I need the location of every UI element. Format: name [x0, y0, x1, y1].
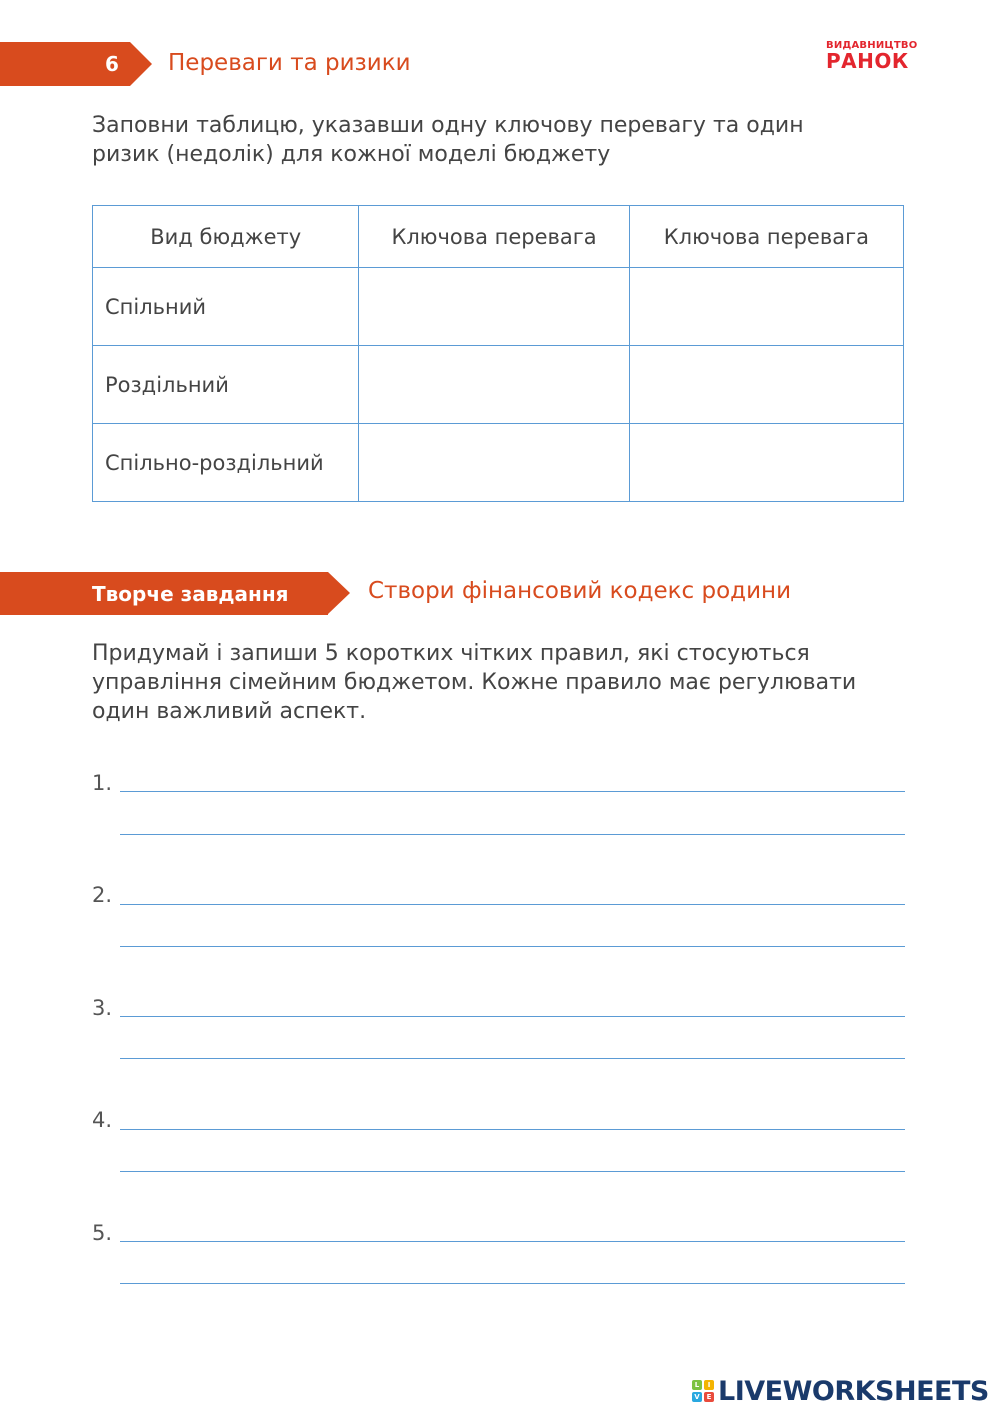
liveworksheets-brand[interactable] [692, 1374, 989, 1408]
answer-line[interactable] [120, 834, 905, 835]
section-banner [0, 42, 130, 86]
liveworksheets-logo-icon [692, 1380, 714, 1402]
creative-task-banner [0, 572, 328, 615]
publisher-logo [826, 40, 918, 73]
risk-answer-cell[interactable] [629, 346, 903, 424]
answer-line[interactable] [120, 1058, 905, 1059]
budget-type-cell: Спільно-роздільний [93, 424, 359, 502]
creative-instruction [92, 639, 912, 726]
header-budget-type: Вид бюджету [93, 206, 359, 268]
logo-letter: E [704, 1392, 714, 1402]
header-risk: Ключова перевага [629, 206, 903, 268]
advantage-answer-cell[interactable] [359, 268, 629, 346]
instruction-line: ризик (недолік) для кожної моделі бюджету [92, 142, 611, 167]
advantage-answer-cell[interactable] [359, 346, 629, 424]
budget-type-cell: Спільний [93, 268, 359, 346]
logo-letter: I [704, 1380, 714, 1390]
risk-answer-cell[interactable] [629, 268, 903, 346]
answer-line[interactable] [120, 904, 905, 905]
rule-number: 1. [92, 771, 113, 795]
instruction-line: один важливий аспект. [92, 699, 367, 724]
logo-letter: V [692, 1392, 702, 1402]
advantage-answer-cell[interactable] [359, 424, 629, 502]
instruction-line: Заповни таблицю, указавши одну ключову перевагу та один [92, 113, 804, 138]
logo-letter: L [692, 1380, 702, 1390]
budget-table [92, 205, 904, 502]
logo-main-text: РАНОК [826, 49, 909, 73]
answer-line[interactable] [120, 1171, 905, 1172]
answer-line[interactable] [120, 946, 905, 947]
rule-number: 2. [92, 883, 113, 907]
answer-line[interactable] [120, 1283, 905, 1284]
risk-answer-cell[interactable] [629, 424, 903, 502]
answer-line[interactable] [120, 1241, 905, 1242]
table-row [93, 346, 904, 424]
answer-line[interactable] [120, 1129, 905, 1130]
instruction-line: управління сімейним бюджетом. Кожне правило має регулювати [92, 670, 857, 695]
logo-top-text: ВИДАВНИЦТВО [826, 40, 918, 51]
instruction-line: Придумай і запиши 5 коротких чітких правил, які стосуються [92, 641, 810, 666]
answer-line[interactable] [120, 791, 905, 792]
section-number: 6 [105, 52, 119, 76]
budget-type-cell: Роздільний [93, 346, 359, 424]
table-header-row [93, 206, 904, 268]
section-title: Переваги та ризики [168, 50, 411, 76]
creative-task-title: Створи фінансовий кодекс родини [368, 578, 792, 604]
table-row [93, 268, 904, 346]
table-row [93, 424, 904, 502]
rule-number: 4. [92, 1108, 113, 1132]
header-advantage: Ключова перевага [359, 206, 629, 268]
liveworksheets-text: LIVEWORKSHEETS [718, 1375, 989, 1407]
table-instruction [92, 111, 912, 169]
creative-task-label: Творче завдання [92, 582, 289, 606]
rule-number: 5. [92, 1221, 113, 1245]
rule-number: 3. [92, 996, 113, 1020]
answer-line[interactable] [120, 1016, 905, 1017]
